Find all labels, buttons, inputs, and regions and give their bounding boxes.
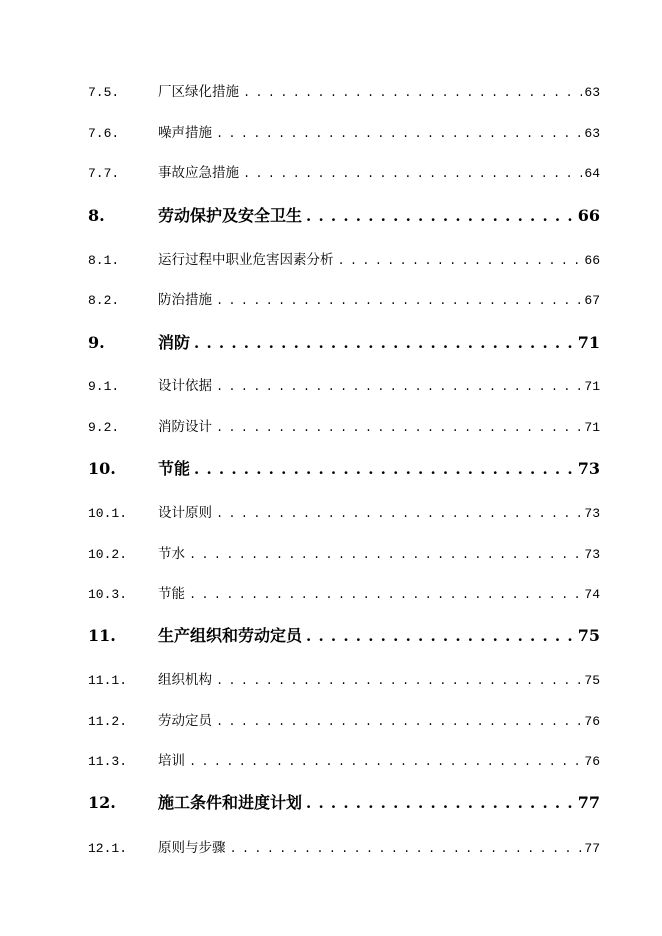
toc-dot-leader (194, 333, 576, 352)
toc-entry-number: 9. (88, 333, 105, 352)
toc-entry-title: 设计原则 (158, 505, 212, 521)
toc-entry-11-3[interactable] (88, 749, 600, 769)
toc-entry-title: 节能 (158, 459, 191, 478)
toc-entry-number: 7.7. (88, 166, 120, 181)
toc-entry-title: 节水 (158, 546, 185, 562)
toc-dot-leader (216, 505, 582, 521)
toc-entry-page: 71 (584, 420, 600, 435)
toc-dot-leader (243, 165, 582, 181)
toc-entry-number: 12.1. (88, 841, 128, 856)
toc-dot-leader (216, 419, 582, 435)
toc-entry-title: 消防设计 (158, 419, 212, 435)
toc-entry-11[interactable] (88, 623, 600, 646)
toc-entry-title: 噪声措施 (158, 125, 212, 141)
toc-entry-page: 67 (584, 293, 600, 308)
toc-entry-number: 11.3. (88, 754, 128, 769)
toc-entry-7-6[interactable] (88, 121, 600, 141)
toc-entry-title: 节能 (158, 586, 185, 602)
toc-entry-page: 77 (577, 793, 600, 812)
toc-entry-8[interactable] (88, 203, 600, 226)
toc-entry-title: 运行过程中职业危害因素分析 (158, 252, 334, 268)
toc-entry-10-3[interactable] (88, 582, 600, 602)
toc-dot-leader (306, 626, 576, 645)
toc-entry-8-2[interactable] (88, 288, 600, 308)
toc-entry-9[interactable] (88, 330, 600, 353)
toc-dot-leader (338, 252, 583, 268)
toc-entry-number: 9.2. (88, 420, 120, 435)
toc-entry-page: 66 (584, 253, 600, 268)
toc-entry-title: 事故应急措施 (158, 165, 239, 181)
toc-entry-page: 73 (577, 459, 600, 478)
toc-entry-number: 8.1. (88, 253, 120, 268)
toc-entry-number: 11. (88, 626, 116, 645)
toc-dot-leader (189, 586, 582, 602)
toc-dot-leader (216, 125, 582, 141)
toc-entry-10-1[interactable] (88, 501, 600, 521)
toc-entry-title: 劳动定员 (158, 713, 212, 729)
toc-entry-page: 66 (577, 206, 600, 225)
toc-entry-number: 7.5. (88, 85, 120, 100)
toc-dot-leader (216, 378, 582, 394)
toc-entry-page: 76 (584, 714, 600, 729)
toc-dot-leader (243, 84, 582, 100)
toc-dot-leader (216, 713, 582, 729)
toc-entry-number: 10.3. (88, 587, 128, 602)
toc-entry-page: 63 (584, 85, 600, 100)
toc-entry-number: 12. (88, 793, 116, 812)
toc-entry-8-1[interactable] (88, 248, 600, 268)
toc-entry-page: 75 (577, 626, 600, 645)
toc-entry-number: 8. (88, 206, 105, 225)
toc-dot-leader (189, 546, 582, 562)
toc-entry-page: 64 (584, 166, 600, 181)
toc-dot-leader (194, 459, 576, 478)
toc-entry-title: 劳动保护及安全卫生 (158, 206, 303, 225)
toc-entry-title: 施工条件和进度计划 (158, 793, 303, 812)
toc-entry-page: 74 (584, 587, 600, 602)
toc-dot-leader (306, 793, 576, 812)
toc-entry-number: 10.1. (88, 506, 128, 521)
toc-entry-number: 11.2. (88, 714, 128, 729)
toc-entry-7-5[interactable] (88, 80, 600, 100)
toc-entry-number: 7.6. (88, 126, 120, 141)
toc-entry-title: 厂区绿化措施 (158, 84, 239, 100)
toc-dot-leader (189, 753, 582, 769)
toc-entry-page: 73 (584, 547, 600, 562)
toc-entry-page: 75 (584, 673, 600, 688)
toc-entry-number: 9.1. (88, 379, 120, 394)
toc-entry-page: 73 (584, 506, 600, 521)
toc-entry-10[interactable] (88, 456, 600, 479)
toc-entry-11-2[interactable] (88, 709, 600, 729)
toc-entry-page: 77 (584, 841, 600, 856)
toc-entry-9-2[interactable] (88, 415, 600, 435)
toc-entry-12-1[interactable] (88, 836, 600, 856)
toc-entry-10-2[interactable] (88, 542, 600, 562)
toc-entry-page: 71 (577, 333, 600, 352)
toc-entry-9-1[interactable] (88, 374, 600, 394)
toc-entry-title: 培训 (158, 753, 185, 769)
toc-dot-leader (230, 840, 583, 856)
toc-entry-title: 消防 (158, 333, 191, 352)
toc-dot-leader (306, 206, 576, 225)
toc-entry-number: 10.2. (88, 547, 128, 562)
toc-entry-11-1[interactable] (88, 668, 600, 688)
toc-entry-number: 11.1. (88, 673, 128, 688)
toc-entry-page: 71 (584, 379, 600, 394)
toc-dot-leader (216, 672, 582, 688)
toc-entry-title: 原则与步骤 (158, 840, 226, 856)
toc-entry-title: 组织机构 (158, 672, 212, 688)
toc-entry-page: 76 (584, 754, 600, 769)
toc-entry-title: 设计依据 (158, 378, 212, 394)
toc-entry-12[interactable] (88, 790, 600, 813)
toc-entry-number: 10. (88, 459, 116, 478)
toc-entry-number: 8.2. (88, 293, 120, 308)
toc-dot-leader (216, 292, 582, 308)
toc-entry-page: 63 (584, 126, 600, 141)
toc-entry-title: 生产组织和劳动定员 (158, 626, 303, 645)
toc-entry-7-7[interactable] (88, 161, 600, 181)
toc-entry-title: 防治措施 (158, 292, 212, 308)
